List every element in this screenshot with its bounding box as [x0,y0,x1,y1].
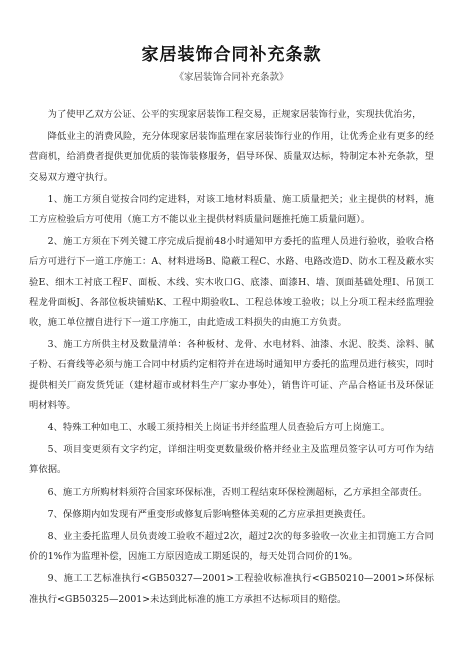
clause-2: 2、施工方须在下列关键工序完成后提前48小时通知甲方委托的监理人员进行验收，验收合格后方可进行下一道工序施工：A、材料进场B、隐蔽工程C、水路、电路改造D、防水工程及蔽水实验E、细木工衬底工程F、面板、木线、实木收口G、底漆、面漆H、墙、顶面基础处理I、吊顶工程龙骨面板J、各部位板块铺贴K、工程中期验收L、工程总体竣工验收；以上分项工程未经监理验收，施工单位擅自进行下一道工序施工，由此造成工料损失的由施工方负责。 [29,236,434,329]
clause-7: 7、保修期内如发现有严重变形或修复后影响整体美观的乙方应承担更换责任。 [47,508,372,520]
clause-8: 8、业主委托监理人员负责竣工验收不超过2次，超过2次的每多验收一次业主扣罚施工方合同价的1%作为监理补偿，因施工方原因造成工期延误的，每天处罚合同价的1%。 [29,531,434,563]
intro-paragraph-continued: 降低业主的消费风险，充分体现家居装饰监理在家居装饰行业的作用，让优秀企业有更多的经营商机，给消费者提供更加优质的装饰装修服务，倡导环保、质量双达标，特制定本补充条款，望交易双方遵守执行。 [29,131,434,183]
document-subtitle: 《家居装饰合同补充条款》 [174,72,289,83]
document-body [29,105,434,610]
clause-6: 6、施工方所购材料须符合国家环保标准，否则工程结束环保检测超标，乙方承担全部责任。 [47,486,428,498]
clause-1: 1、施工方须自觉按合同约定进料，对该工地材料质量、施工质量把关；业主提供的材料，施工方应检验后方可使用（施工方不能以业主提供材料质量问题推托施工质量问题）。 [29,193,434,226]
clause-4: 4、特殊工种如电工、水暖工须持相关上岗证书并经监理人员查验后方可上岗施工。 [47,422,391,434]
intro-paragraph: 为了使甲乙双方公证、公平的实现家居装饰工程交易，正规家居装饰行业，实现扶优治劣， [47,109,422,120]
document-title: 家居装饰合同补充条款 [141,45,322,65]
clause-9: 9、施工工艺标准执行<GB50327—2001>工程验收标准执行<GB50210—2001>环保标准执行<GB50325—2001>未达到此标准的施工方承担不达标项目的赔偿。 [29,573,434,605]
clause-3: 3、施工方所供主材及数量清单：各种板材、龙骨、水电材料、油漆、水泥、胶类、涂料、腻子粉、石膏线等必须与施工合同中材质约定相符并在进场时通知甲方委托的监理员进行核实，同时提供相关厂商发货凭证（建材超市或材料生产厂家办事处），销售许可证、产品合格证书及环保证明材料等。 [29,339,434,411]
clause-5: 5、项目变更须有文字约定，详细注明变更数量级价格并经业主及监理员签字认可方可作为结算依据。 [29,444,434,476]
